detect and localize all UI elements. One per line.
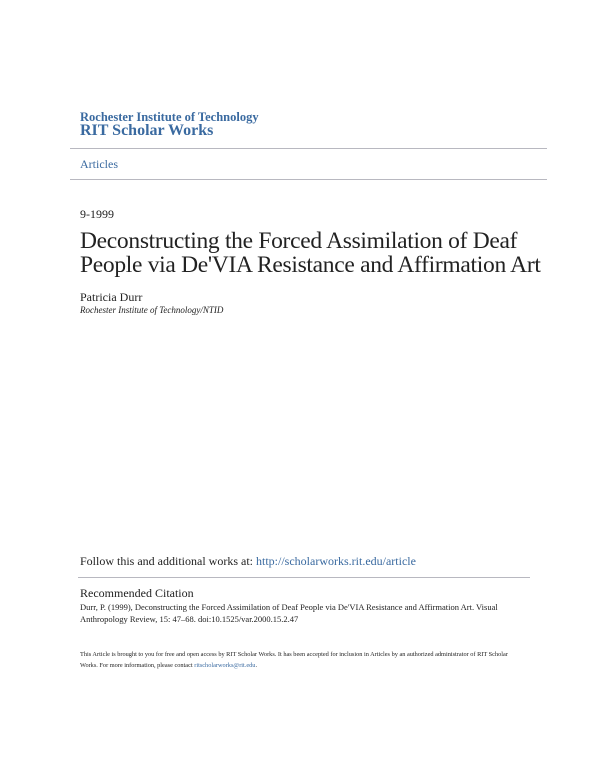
follow-label: Follow this and additional works at: bbox=[80, 554, 256, 568]
repository-name[interactable]: RIT Scholar Works bbox=[80, 122, 214, 139]
divider bbox=[70, 179, 547, 180]
citation-heading: Recommended Citation bbox=[80, 586, 194, 600]
notice-end: . bbox=[255, 662, 258, 669]
contact-email-link[interactable]: ritscholarworks@rit.edu bbox=[194, 662, 256, 669]
article-title: Deconstructing the Forced Assimilation of Deaf People via De'VIA Resistance and Affirmation Art bbox=[80, 228, 541, 278]
follow-link[interactable]: http://scholarworks.rit.edu/article bbox=[256, 554, 416, 568]
institution-name: Rochester Institute of Technology bbox=[80, 110, 259, 124]
author-affiliation: Rochester Institute of Technology/NTID bbox=[80, 305, 224, 315]
publication-date: 9-1999 bbox=[80, 207, 114, 221]
citation-text: Durr, P. (1999), Deconstructing the Forced Assimilation of Deaf People via De'VIA Resistance and Affirmation Art. Visual Anthropology Review, 15: 47–68. doi:10.1525/var.2000.15.2.47 bbox=[80, 602, 498, 624]
notice-text: This Article is brought to you for free and open access by RIT Scholar Works. It has been accepted for inclusion in Articles by an authorized administrator of RIT Scholar Works. For more information, please contact bbox=[80, 651, 508, 669]
author-name: Patricia Durr bbox=[80, 290, 143, 304]
follow-line bbox=[80, 554, 416, 569]
divider bbox=[70, 148, 547, 149]
divider bbox=[78, 577, 530, 578]
access-notice bbox=[80, 649, 510, 671]
collection-link[interactable]: Articles bbox=[80, 157, 118, 171]
